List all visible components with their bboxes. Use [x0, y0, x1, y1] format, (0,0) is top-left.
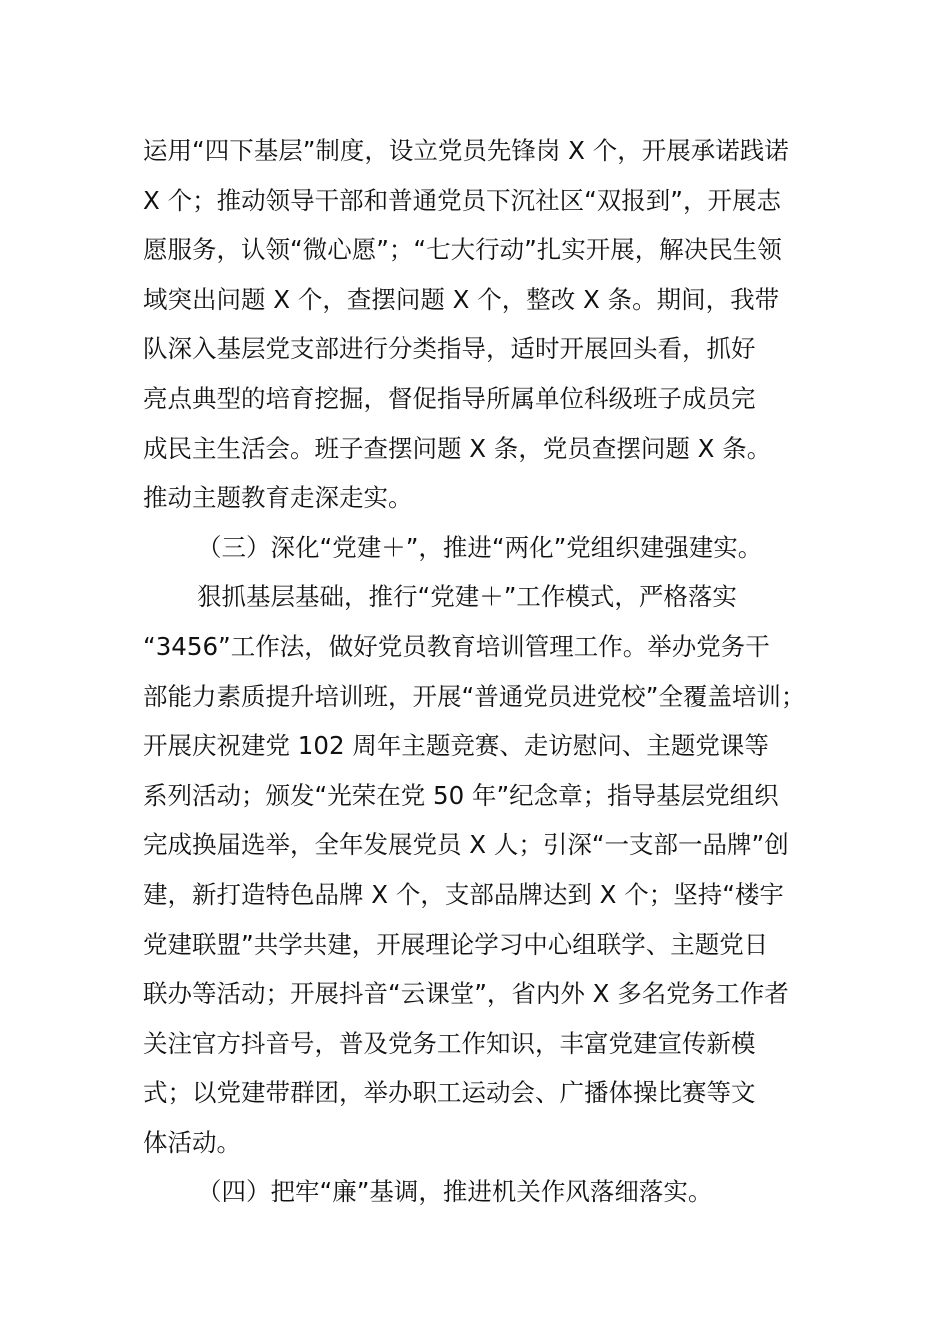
- section-heading-three: （三）深化“党建＋”，推进“两化”党组织建强建实。: [197, 532, 763, 562]
- paragraph-first-line: 狠抓基层基础，推行“党建＋”工作模式，严格落实: [197, 582, 737, 612]
- body-line: 系列活动；颁发“光荣在党 50 年”纪念章；指导基层党组织: [143, 780, 779, 810]
- body-line: 开展庆祝建党 102 周年主题竞赛、走访慰问、主题党课等: [143, 731, 769, 761]
- document-body: [143, 126, 833, 1217]
- body-line: 联办等活动；开展抖音“云课堂”，省内外 X 多名党务工作者: [143, 979, 789, 1009]
- body-line: 体活动。: [143, 1127, 241, 1157]
- body-line: 党建联盟”共学共建，开展理论学习中心组联学、主题党日: [143, 929, 769, 959]
- body-line: 建，新打造特色品牌 X 个，支部品牌达到 X 个；坚持“楼宇: [143, 879, 784, 909]
- body-line: 亮点典型的培育挖掘，督促指导所属单位科级班子成员完: [143, 383, 756, 413]
- section-heading-four: （四）把牢“廉”基调，推进机关作风落细落实。: [197, 1177, 713, 1207]
- body-line: 运用“四下基层”制度，设立党员先锋岗 X 个，开展承诺践诺: [143, 136, 789, 165]
- body-line: “3456”工作法，做好党员教育培训管理工作。举办党务干: [143, 631, 770, 661]
- body-line: 愿服务，认领“微心愿”；“七大行动”扎实开展，解决民生领: [143, 235, 782, 265]
- body-line: 部能力素质提升培训班，开展“普通党员进党校”全覆盖培训；: [143, 681, 806, 711]
- body-line: 域突出问题 X 个，查摆问题 X 个，整改 X 条。期间，我带: [143, 284, 780, 314]
- body-line: X 个；推动领导干部和普通党员下沉社区“双报到”，开展志: [143, 185, 781, 215]
- body-line: 完成换届选举，全年发展党员 X 人；引深“一支部一品牌”创: [143, 830, 789, 860]
- body-line: 推动主题教育走深走实。: [143, 483, 413, 513]
- body-line: 式；以党建带群团，举办职工运动会、广播体操比赛等文: [143, 1078, 756, 1108]
- body-line: 关注官方抖音号，普及党务工作知识，丰富党建宣传新模: [143, 1028, 756, 1058]
- body-line: 成民主生活会。班子查摆问题 X 条，党员查摆问题 X 条。: [143, 433, 772, 463]
- body-line: 队深入基层党支部进行分类指导，适时开展回头看，抓好: [143, 334, 756, 364]
